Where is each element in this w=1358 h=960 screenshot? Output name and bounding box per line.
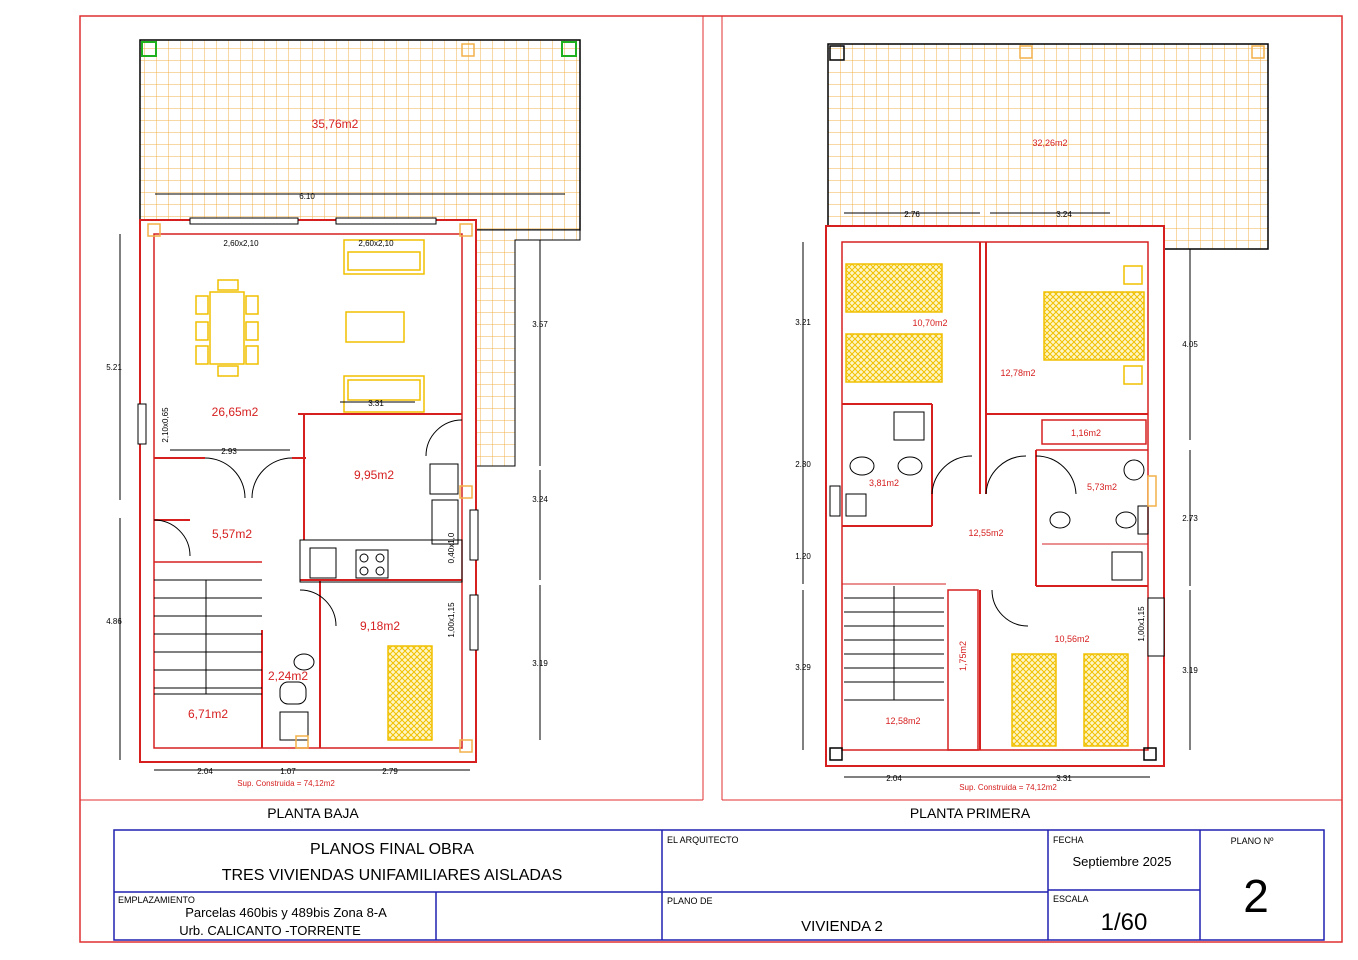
dimension-text: 1.07	[280, 767, 296, 776]
room-area-kitchen: 9,95m2	[353, 468, 395, 482]
plan-no-value: 2	[1243, 870, 1269, 922]
room-area-bed2: 12,78m2	[1000, 368, 1036, 378]
room-area-stair: 6,71m2	[187, 707, 229, 721]
dimension-text: 2.04	[197, 767, 213, 776]
dimension-text: 3.19	[532, 659, 548, 668]
dimension-text: 3.24	[1056, 210, 1072, 219]
room-area-bedroom: 9,18m2	[359, 619, 401, 633]
dimension-text: 3.57	[532, 320, 548, 329]
dimension-text: 1.20	[795, 552, 811, 561]
window-label: 0,40x1,0	[447, 532, 456, 564]
ground-terrace	[140, 40, 580, 230]
ground-terrace-area: 35,76m2	[311, 117, 359, 131]
room-area-bath2: 5,73m2	[1086, 482, 1118, 492]
room-area-hall: 12,55m2	[968, 528, 1004, 538]
dimension-text: 3.29	[795, 663, 811, 672]
dimension-text: 3.21	[795, 318, 811, 327]
dimension-text: 3.19	[1182, 666, 1198, 675]
plan-no-label: PLANO Nº	[1230, 836, 1274, 846]
dimension-text: 2.73	[1182, 514, 1198, 523]
first-terrace-area: 32,26m2	[1032, 138, 1068, 148]
ground-floor-label: PLANTA BAJA	[267, 805, 359, 821]
ground-side-terrace	[476, 230, 580, 466]
window-label: 1,00x1,15	[1137, 606, 1146, 642]
dimension-text: 4.86	[106, 617, 122, 626]
dimension-text: 2.04	[886, 774, 902, 783]
title-line-2: TRES VIVIENDAS UNIFAMILIARES AISLADAS	[221, 867, 563, 884]
dimension-text: 3.31	[1056, 774, 1072, 783]
location-line-1: Parcelas 460bis y 489bis Zona 8-A	[185, 905, 387, 920]
dimension-text: 5.21	[106, 363, 122, 372]
ground-floor-plan	[120, 40, 580, 770]
dimension-text: 3.31	[368, 399, 384, 408]
date-label: FECHA	[1053, 835, 1084, 845]
plan-of-value: VIVIENDA 2	[801, 918, 883, 935]
architect-label: EL ARQUITECTO	[667, 835, 739, 845]
location-line-2: Urb. CALICANTO -TORRENTE	[179, 923, 361, 938]
title-line-1: PLANOS FINAL OBRA	[310, 841, 474, 858]
dimension-text: 2.93	[221, 447, 237, 456]
room-area-bed1: 10,70m2	[912, 318, 948, 328]
window-label: 2,60x2,10	[223, 239, 259, 248]
dimension-text: 2.79	[382, 767, 398, 776]
room-area-living: 26,65m2	[211, 405, 259, 419]
built-area-first: Sup. Construida = 74,12m2	[959, 783, 1057, 792]
location-label: EMPLAZAMIENTO	[118, 895, 195, 905]
scale-label: ESCALA	[1053, 894, 1089, 904]
plan-of-label: PLANO DE	[667, 896, 713, 906]
dimension-text: 4.05	[1182, 340, 1198, 349]
corridor-width: 1,75m2	[958, 640, 968, 672]
dimension-text: 2.30	[795, 460, 811, 469]
dimension-text: 2.76	[904, 210, 920, 219]
room-area-stair: 12,58m2	[885, 716, 921, 726]
window-label: 2,10x0,65	[161, 407, 170, 443]
ground-terrace-width: 6.10	[299, 192, 315, 201]
date-value: Septiembre 2025	[1072, 854, 1172, 869]
room-area-bath: 2,24m2	[267, 669, 309, 683]
room-area-bed3: 10,56m2	[1054, 634, 1090, 644]
room-area-bath1: 3,81m2	[868, 478, 900, 488]
scale-value: 1/60	[1100, 909, 1148, 936]
room-area-closet: 1,16m2	[1070, 428, 1102, 438]
dimension-text: 3.24	[532, 495, 548, 504]
built-area-ground: Sup. Construida = 74,12m2	[237, 779, 335, 788]
first-floor-plan	[803, 44, 1268, 777]
window-label: 2,60x2,10	[358, 239, 394, 248]
window-label: 1,00x1,15	[447, 602, 456, 638]
room-area-hall: 5,57m2	[211, 527, 253, 541]
first-floor-label: PLANTA PRIMERA	[909, 805, 1031, 821]
